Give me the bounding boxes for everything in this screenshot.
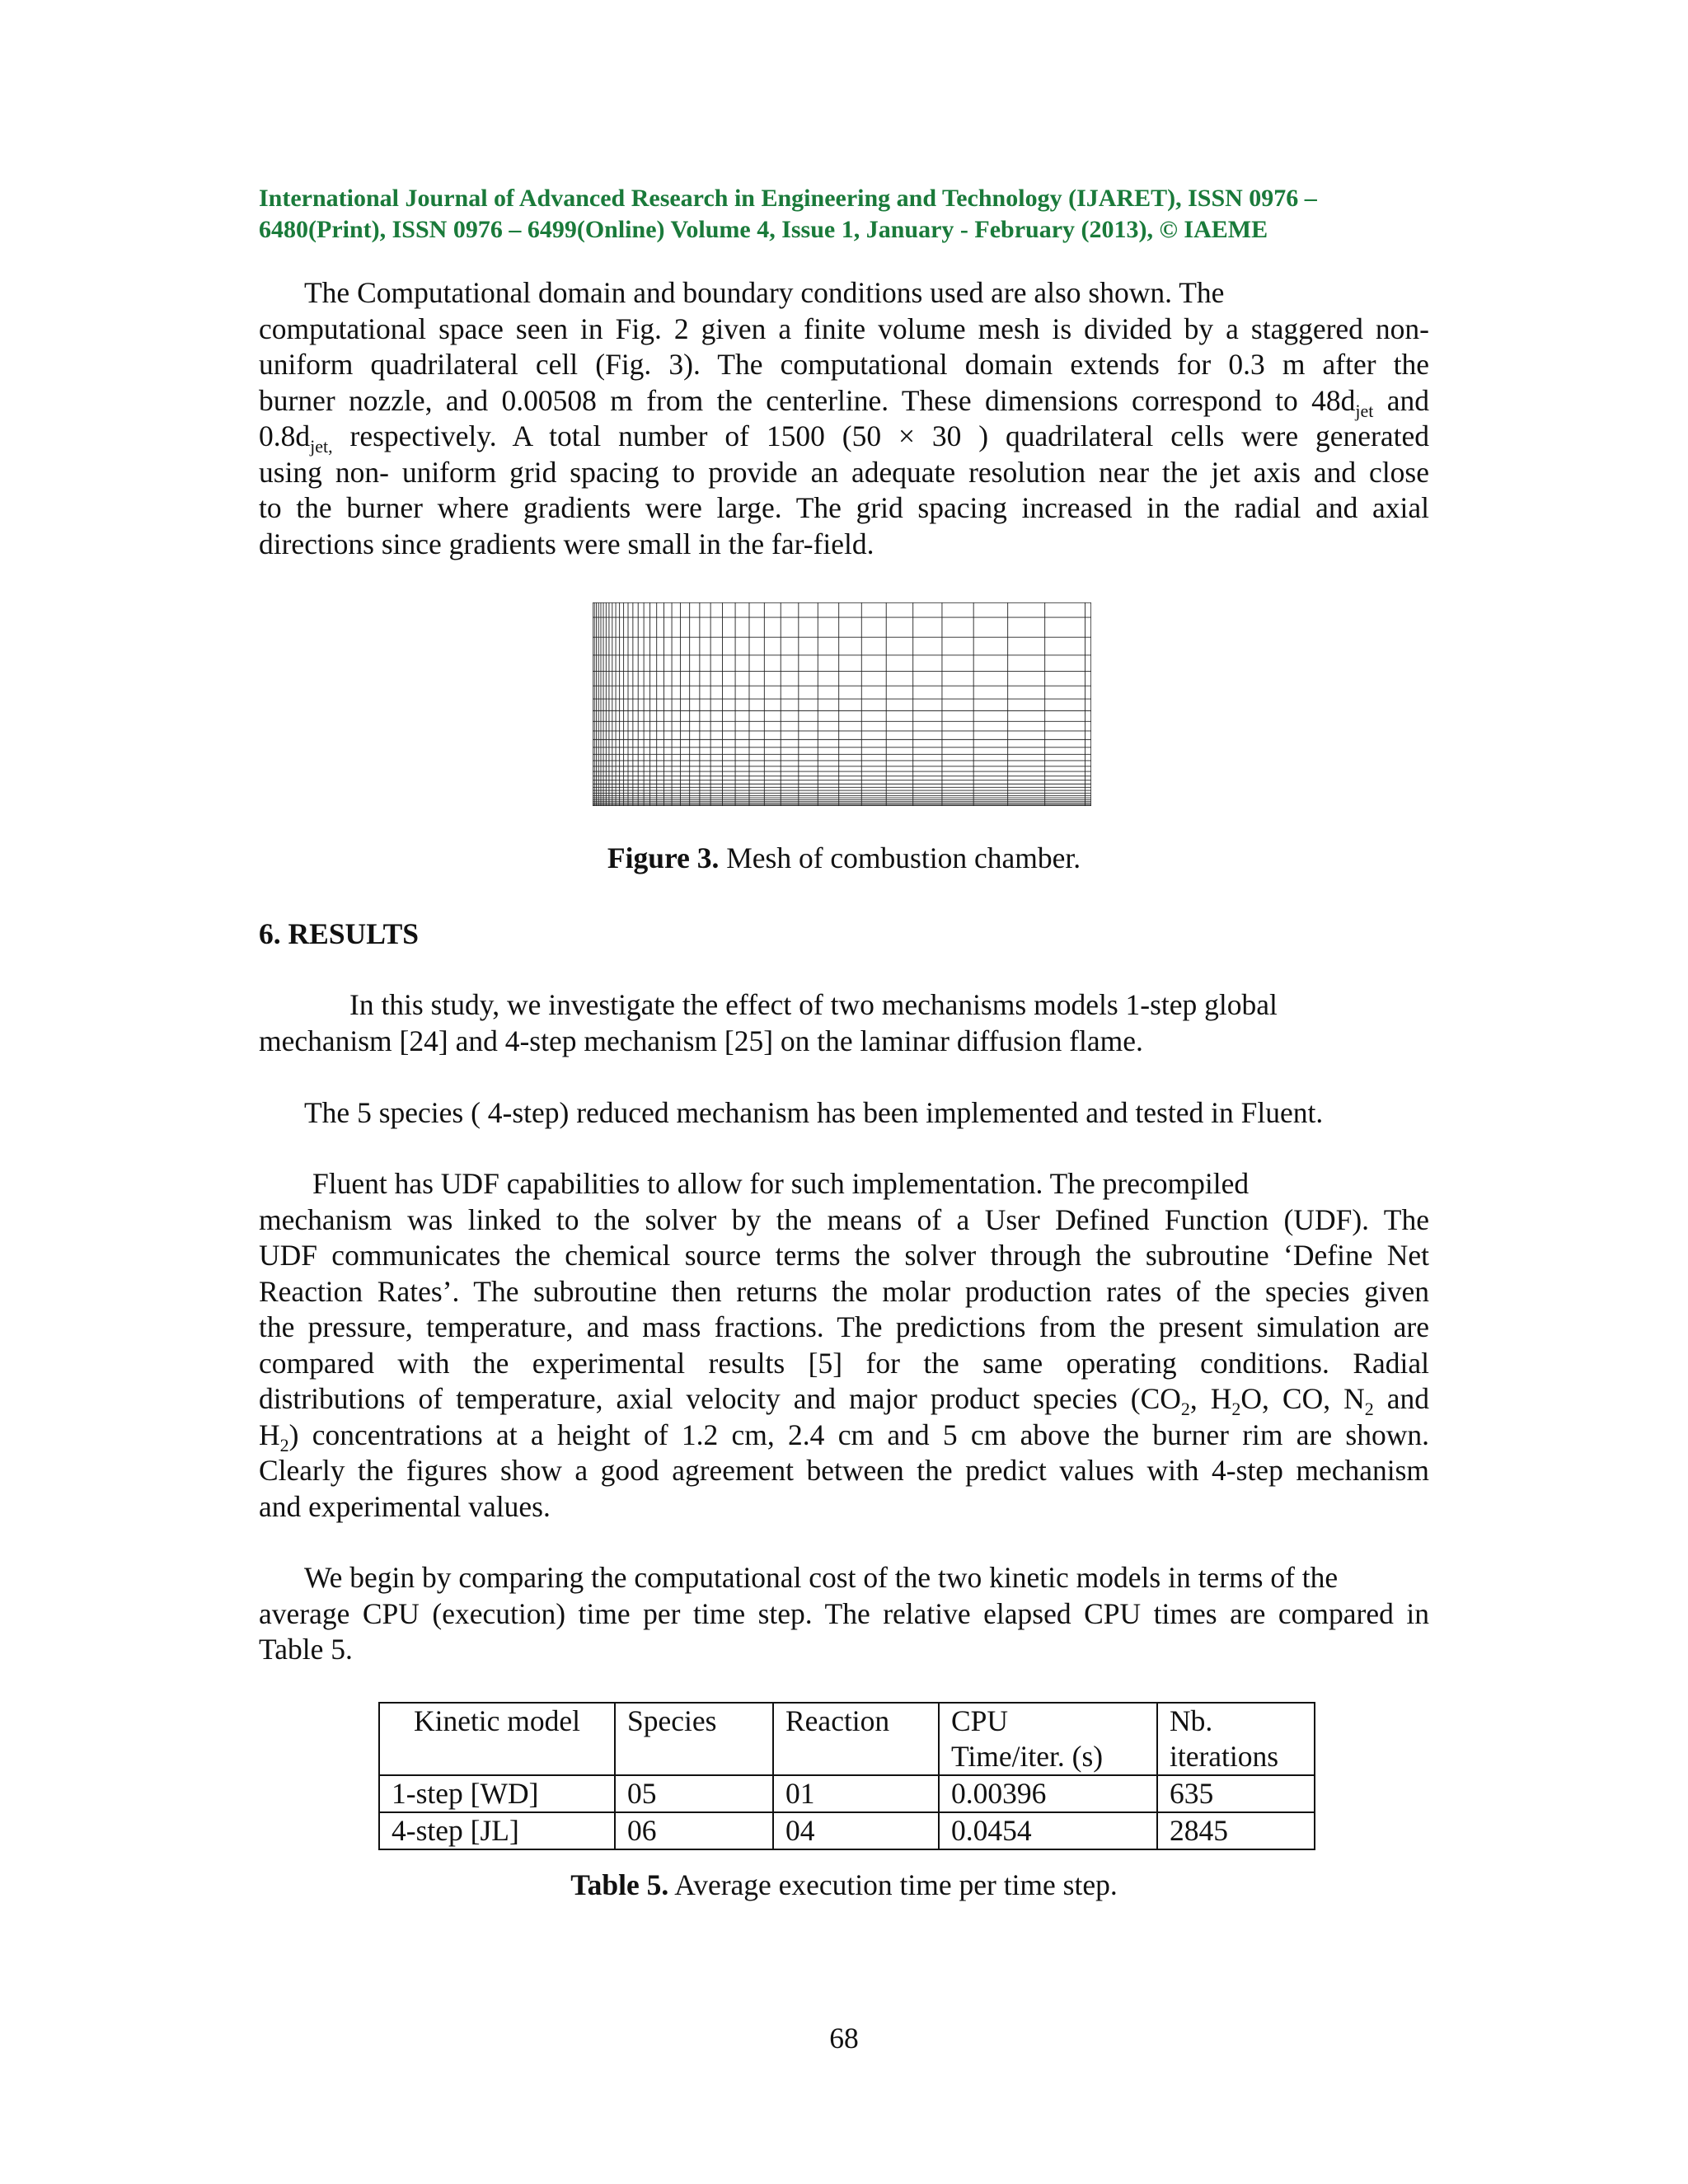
table-caption-text: Average execution time per time step. [668, 1868, 1118, 1901]
header-line: CPU [951, 1704, 1009, 1737]
text-line: average CPU (execution) time per time step. The relative elapsed CPU times are compared in [259, 1596, 1429, 1630]
text-line: computational space seen in Fig. 2 given a finite volume mesh is divided by a staggered non- [259, 312, 1429, 345]
table-cell: 4-step [JL] [379, 1812, 615, 1849]
figure-caption-text: Mesh of combustion chamber. [719, 841, 1081, 874]
text-line: using non- uniform grid spacing to provide an adequate resolution near the jet axis and close [259, 455, 1429, 489]
text-span: In this study, we investigate the effect of two mechanisms models 1-step global [349, 988, 1278, 1021]
table-header-cell: Kinetic model [379, 1703, 615, 1775]
text-line: to the burner where gradients were large. The grid spacing increased in the radial and axial [259, 491, 1429, 524]
text-line: Table 5. [259, 1633, 353, 1666]
text-line: $0.8d_{jet,}$ respectively. A total number of 1500 (50 × 30 ) quadrilateral cells were generated [259, 419, 1429, 457]
text-line: Reaction Rates’. The subroutine then returns the molar production rates of the species given [259, 1274, 1429, 1308]
journal-header-line-2: 6480(Print), ISSN 0976 – 6499(Online) Volume 4, Issue 1, January - February (2013), © IAEME [259, 216, 1268, 243]
text-line: $H_2$) concentrations at a height of 1.2 cm, 2.4 cm and 5 cm above the burner rim are shown. [259, 1418, 1429, 1455]
table-header-cell [1157, 1703, 1315, 1775]
table-row [379, 1775, 1315, 1812]
table-cell: 635 [1157, 1775, 1315, 1812]
table-header-cell: Species [615, 1703, 773, 1775]
text-line [259, 1560, 1429, 1596]
page-number: 68 [829, 2022, 859, 2055]
text-line: mechanism [24] and 4-step mechanism [25] on the laminar diffusion flame. [259, 1024, 1143, 1057]
text-line: burner nozzle, and 0.00508 m from the centerline. These dimensions correspond to $48d_{jet}$ and [259, 383, 1429, 421]
text-line: The 5 species ( 4-step) reduced mechanism has been implemented and tested in Fluent. [304, 1096, 1324, 1129]
header-line: Nb. [1170, 1704, 1213, 1737]
text-line: uniform quadrilateral cell (Fig. 3). The computational domain extends for 0.3 m after the [259, 348, 1429, 381]
table-cell: 05 [615, 1775, 773, 1812]
text-span: Fluent has UDF capabilities to allow for such implementation. The precompiled [312, 1167, 1250, 1200]
table-cell: 04 [773, 1812, 939, 1849]
text-line [259, 987, 1429, 1024]
header-line: iterations [1170, 1740, 1279, 1773]
text-line: and experimental values. [259, 1489, 551, 1523]
cpu-time-table [378, 1702, 1315, 1850]
section-heading: 6. RESULTS [259, 917, 420, 950]
text-span: The Computational domain and boundary conditions used are also shown. The [304, 276, 1225, 309]
text-line: Clearly the figures show a good agreement between the predict values with 4-step mechanism [259, 1454, 1429, 1487]
mesh-figure [593, 602, 1091, 806]
table-cell: 0.00396 [939, 1775, 1157, 1812]
text-line [259, 275, 1429, 312]
table-cell: 06 [615, 1812, 773, 1849]
table-row [379, 1812, 1315, 1849]
text-line: distributions of temperature, axial velocity and major product species ($CO_2$, $H_2O$, CO, $N_2$ and [259, 1382, 1429, 1420]
paragraph-cpu [259, 1560, 1429, 1668]
text-line: mechanism was linked to the solver by the means of a User Defined Function (UDF). The [259, 1202, 1429, 1236]
paragraph-species [259, 1095, 1429, 1132]
text-span: We begin by comparing the computational cost of the two kinetic models in terms of the [304, 1561, 1339, 1594]
table-header-cell [939, 1703, 1157, 1775]
table-header-cell: Reaction [773, 1703, 939, 1775]
table-header-row [379, 1703, 1315, 1775]
paragraph-domain [259, 275, 1429, 562]
text-line: the pressure, temperature, and mass fractions. The predictions from the present simulation are [259, 1310, 1429, 1343]
text-line: UDF communicates the chemical source terms the solver through the subroutine ‘Define Net [259, 1239, 1429, 1272]
table-cell: 2845 [1157, 1812, 1315, 1849]
journal-header-line-1: International Journal of Advanced Research in Engineering and Technology (IJARET), ISSN 0976 – [259, 185, 1317, 212]
table-caption-label: Table 5. [570, 1868, 669, 1901]
text-line: directions since gradients were small in the far-field. [259, 527, 874, 560]
text-line: compared with the experimental results [5] for the same operating conditions. Radial [259, 1346, 1429, 1380]
header-line: Time/iter. (s) [951, 1740, 1104, 1773]
text-line [259, 1166, 1429, 1202]
figure-caption-label: Figure 3. [607, 841, 720, 874]
table-cell: 1-step [WD] [379, 1775, 615, 1812]
table-caption [0, 1868, 1688, 1902]
paragraph-fluent [259, 1166, 1429, 1525]
table-cell: 01 [773, 1775, 939, 1812]
table-cell: 0.0454 [939, 1812, 1157, 1849]
paragraph-intro [259, 987, 1429, 1059]
figure-caption [0, 841, 1688, 875]
journal-header [259, 183, 1429, 246]
